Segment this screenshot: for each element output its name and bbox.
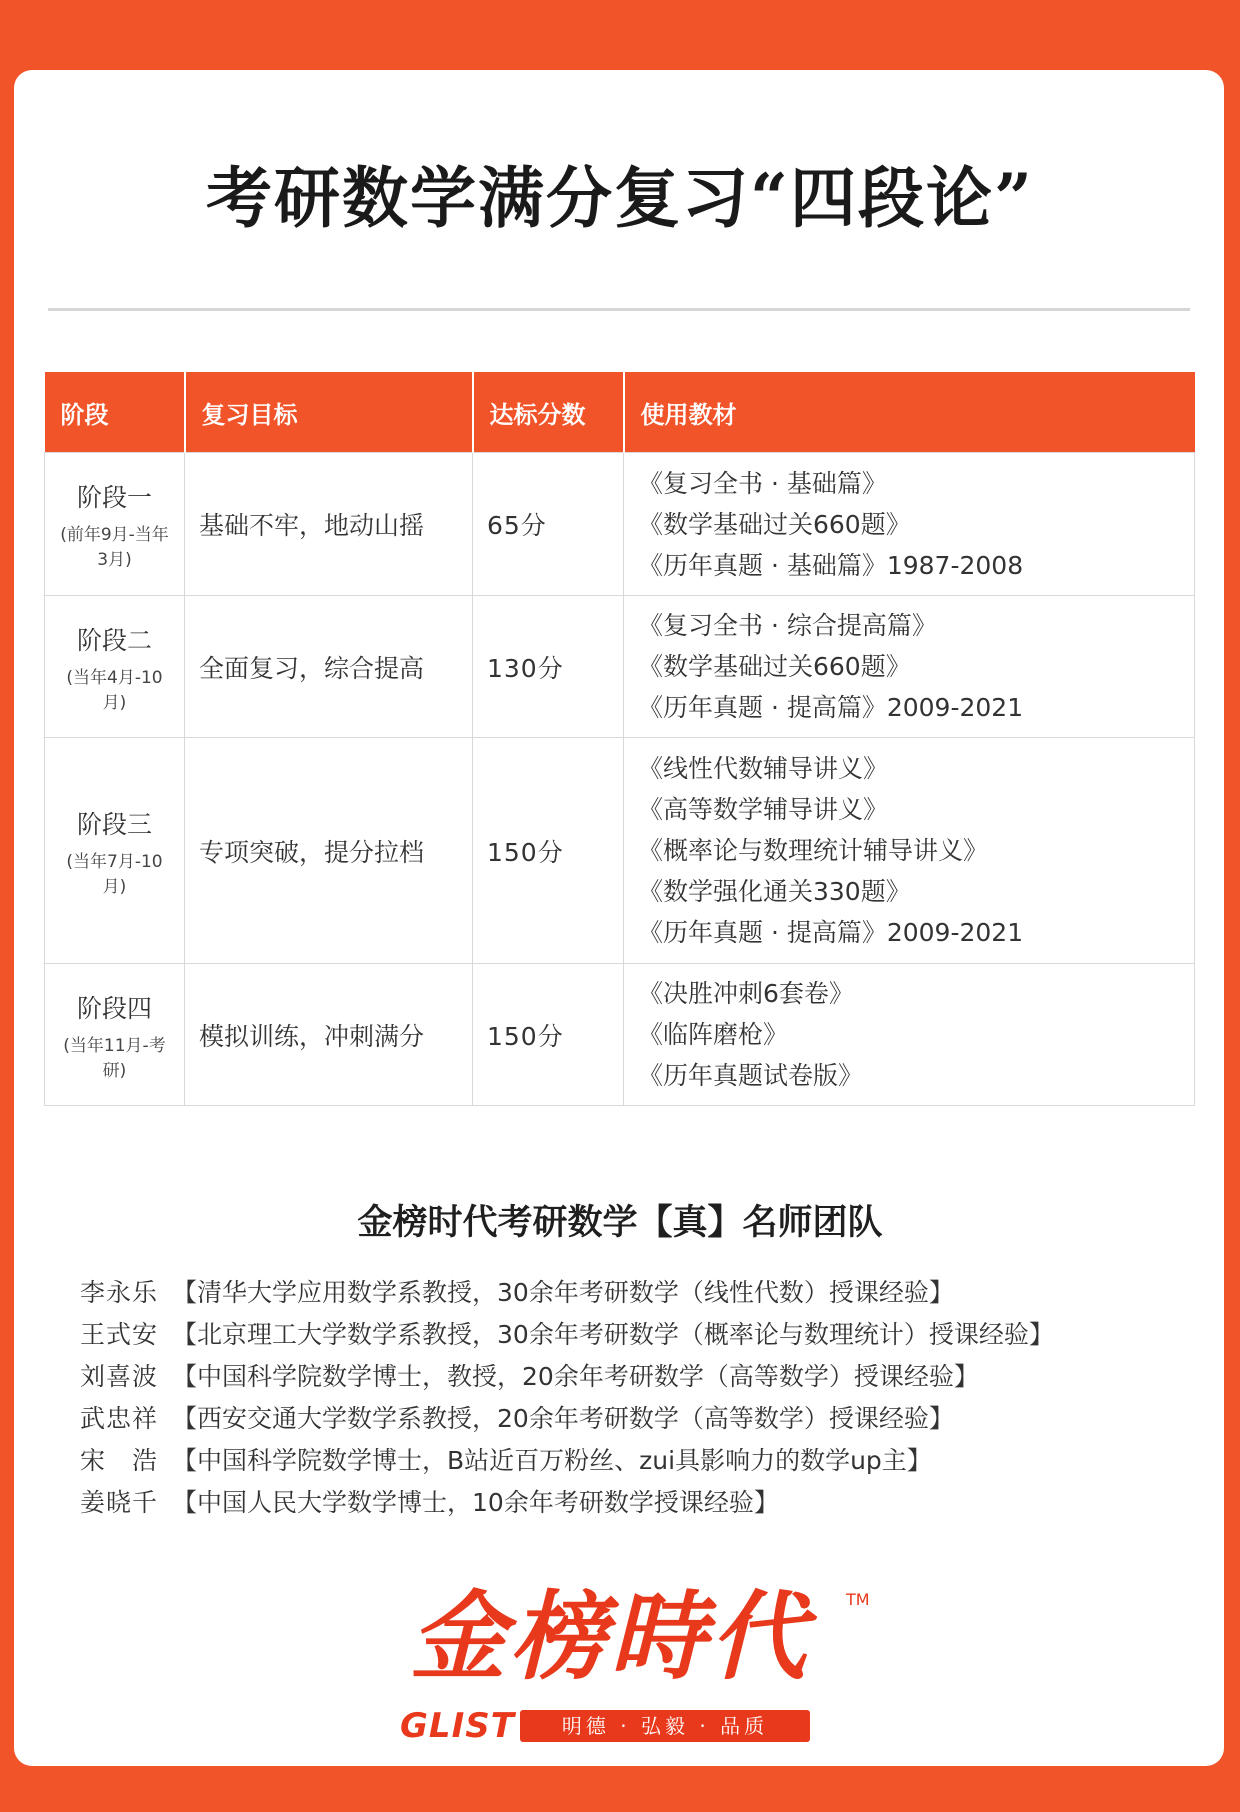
table-row <box>45 453 1195 596</box>
book-title: 《概率论与数理统计辅导讲义》 <box>638 836 989 865</box>
book-title: 《历年真题试卷版》 <box>638 1061 864 1090</box>
teacher-name: 李永乐 <box>80 1278 159 1307</box>
team-title: 金榜时代考研数学【真】名师团队 <box>357 1203 883 1243</box>
table-header-row <box>45 372 1195 453</box>
teacher-desc: 【中国科学院数学博士，教授，20余年考研数学（高等数学）授课经验】 <box>172 1362 979 1391</box>
book-title: 《线性代数辅导讲义》 <box>638 754 889 783</box>
team-list <box>80 1272 1054 1524</box>
list-item <box>80 1440 1054 1482</box>
goal-cell: 全面复习，综合提高 <box>185 596 473 738</box>
book-title: 《历年真题 · 提高篇》2009-2021 <box>638 693 1024 722</box>
list-item <box>80 1272 1054 1314</box>
stage-period: (当年7月-10月) <box>66 851 163 897</box>
stage-period: (前年9月-当年3月) <box>60 525 169 570</box>
teacher-desc: 【中国科学院数学博士，B站近百万粉丝、zui具影响力的数学up主】 <box>172 1446 932 1475</box>
stage-name: 阶段三 <box>76 809 152 839</box>
score-cell: 150分 <box>473 964 624 1106</box>
books-cell <box>624 453 1195 596</box>
book-title: 《高等数学辅导讲义》 <box>638 795 889 824</box>
header-stage: 阶段 <box>45 372 185 453</box>
teacher-name: 刘喜波 <box>80 1362 159 1391</box>
list-item <box>80 1398 1054 1440</box>
books-cell <box>624 596 1195 738</box>
book-title: 《复习全书 · 基础篇》 <box>638 468 887 498</box>
list-item <box>80 1482 1054 1524</box>
header-books: 使用教材 <box>624 372 1195 453</box>
list-item <box>80 1314 1054 1356</box>
stage-cell <box>45 964 185 1106</box>
teacher-desc: 【清华大学应用数学系教授，30余年考研数学（线性代数）授课经验】 <box>172 1278 954 1307</box>
goal-cell: 模拟训练，冲刺满分 <box>185 964 473 1106</box>
teacher-name: 宋 浩 <box>80 1446 159 1475</box>
book-title: 《历年真题 · 基础篇》1987-2008 <box>638 550 1024 580</box>
stage-cell <box>45 596 185 738</box>
brand-logo <box>380 1582 870 1750</box>
book-title: 《数学强化通关330题》 <box>638 877 911 906</box>
table-row <box>45 964 1195 1106</box>
stage-cell <box>45 738 185 964</box>
goal-cell: 基础不牢，地动山摇 <box>185 453 473 596</box>
books-cell <box>624 738 1195 964</box>
teacher-desc: 【西安交通大学数学系教授，20余年考研数学（高等数学）授课经验】 <box>172 1404 954 1433</box>
header-goal: 复习目标 <box>185 372 473 453</box>
teacher-name: 王式安 <box>80 1320 159 1349</box>
stage-name: 阶段四 <box>76 993 152 1023</box>
teacher-desc: 【北京理工大学数学系教授，30余年考研数学（概率论与数理统计）授课经验】 <box>172 1320 1054 1349</box>
book-title: 《数学基础过关660题》 <box>638 652 911 681</box>
teacher-name: 姜晓千 <box>80 1488 159 1517</box>
logo-mark: 金榜時代 <box>410 1580 810 1693</box>
stage-period: (当年11月-考研) <box>63 1035 166 1081</box>
book-title: 《数学基础过关660题》 <box>638 509 911 539</box>
score-cell: 130分 <box>473 596 624 738</box>
goal-cell: 专项突破，提分拉档 <box>185 738 473 964</box>
score-cell: 150分 <box>473 738 624 964</box>
stage-name: 阶段一 <box>76 483 152 512</box>
teacher-desc: 【中国人民大学数学博士，10余年考研数学授课经验】 <box>172 1488 779 1517</box>
book-title: 《决胜冲刺6套卷》 <box>638 979 854 1008</box>
stage-name: 阶段二 <box>76 625 152 655</box>
list-item <box>80 1356 1054 1398</box>
logo-slogan: 明德 · 弘毅 · 品质 <box>520 1710 810 1742</box>
book-title: 《历年真题 · 提高篇》2009-2021 <box>638 918 1024 947</box>
book-title: 《复习全书 · 综合提高篇》 <box>638 611 937 640</box>
trademark-symbol: TM <box>846 1590 870 1609</box>
logo-english-name: GLIST <box>400 1706 515 1746</box>
book-title: 《临阵磨枪》 <box>638 1020 789 1049</box>
score-cell: 65分 <box>473 453 624 596</box>
page-title: 考研数学满分复习“四段论” <box>206 159 1034 237</box>
table-row <box>45 596 1195 738</box>
header-score: 达标分数 <box>473 372 624 453</box>
study-plan-table <box>44 372 1195 1106</box>
stage-period: (当年4月-10月) <box>66 667 163 713</box>
title-divider <box>48 308 1190 311</box>
table-row <box>45 738 1195 964</box>
teacher-name: 武忠祥 <box>80 1404 159 1433</box>
stage-cell <box>45 453 185 596</box>
books-cell <box>624 964 1195 1106</box>
